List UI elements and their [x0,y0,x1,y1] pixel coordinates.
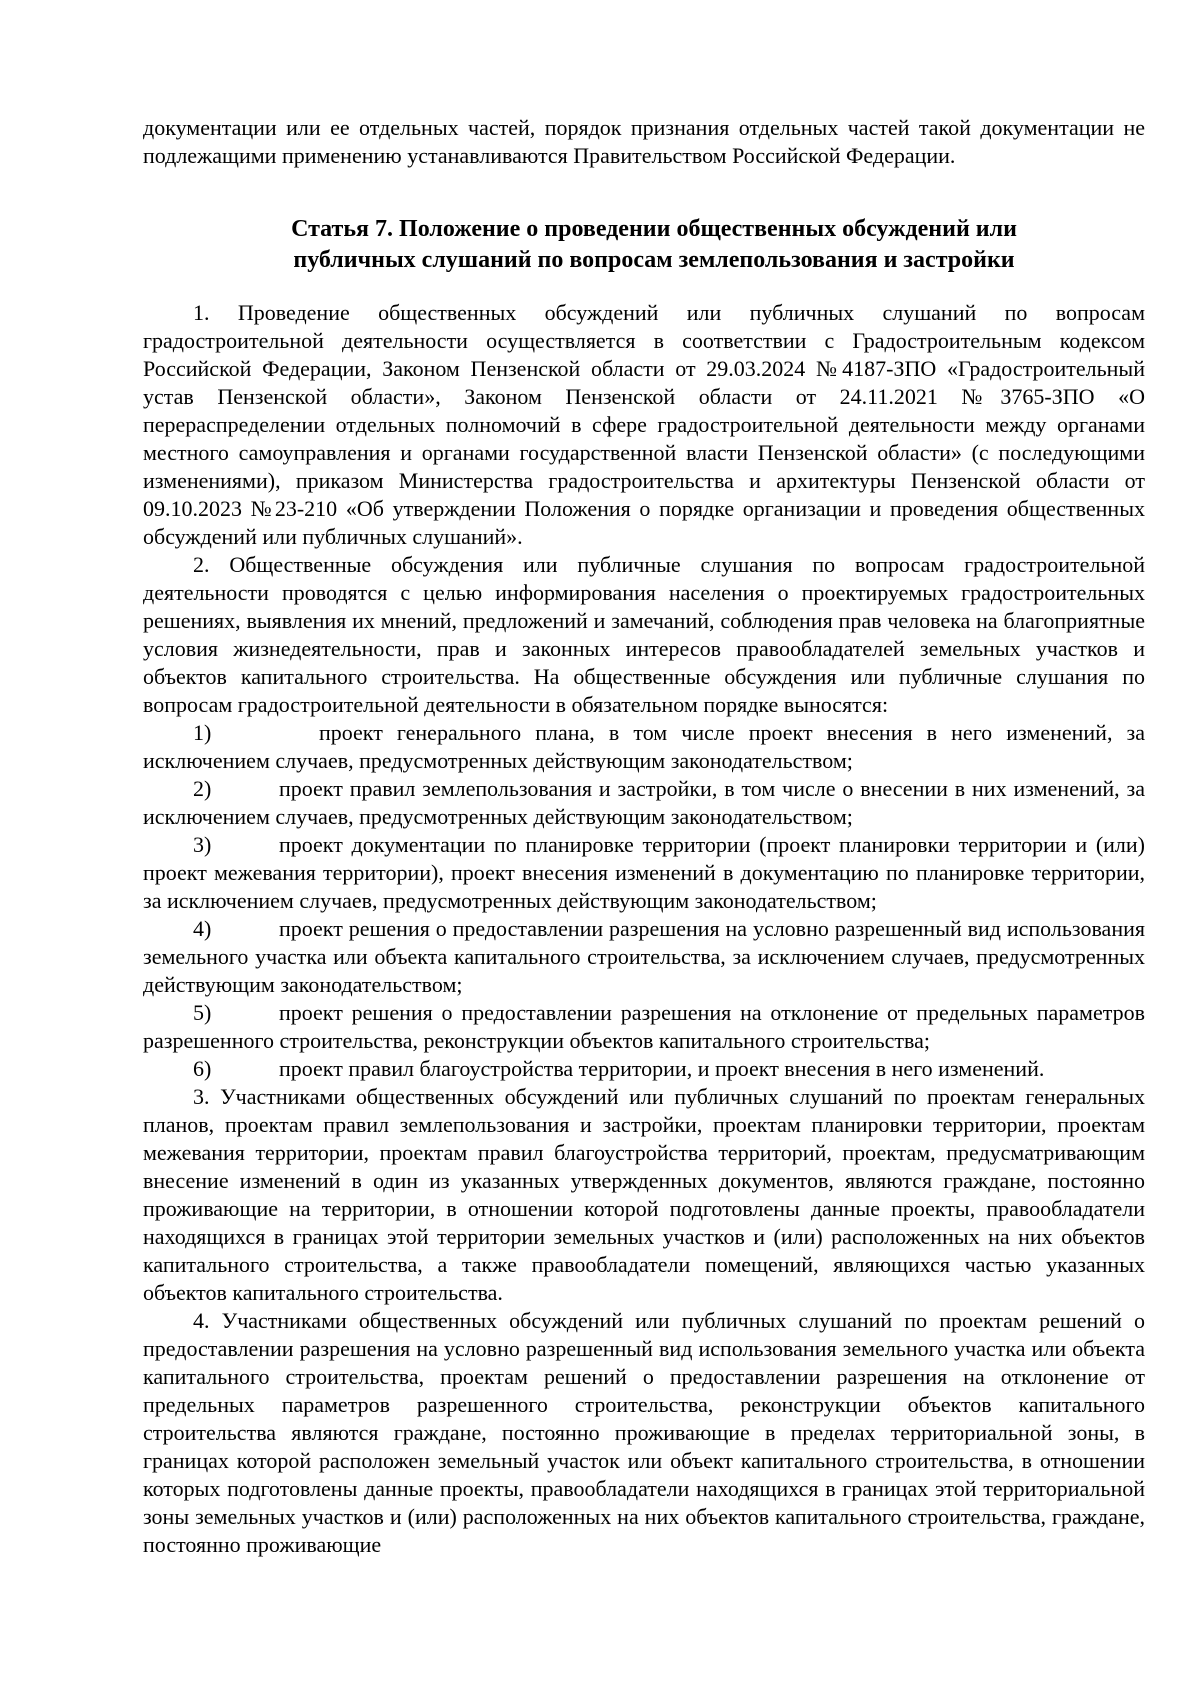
list-item-number: 1) [193,720,212,745]
list-item-3 [143,831,1145,915]
list-item-text: проект генерального плана, в том числе проект внесения в него изменений, за исключением случаев, предусмотренных действующим законодательством; [143,720,1145,773]
list-item-number: 2) [193,776,212,801]
list-item-text: проект правил благоустройства территории, и проект внесения в него изменений. [279,1056,1045,1081]
list-item-text: проект документации по планировке территории (проект планировки территории и (или) проект межевания территории), проект внесения изменений в документацию по планировке территории, за исключением случаев, предусмотренных действующим законодательством; [143,832,1145,913]
list-item-2 [143,775,1145,831]
list-item-text: проект решения о предоставлении разрешения на условно разрешенный вид использования земельного участка или объекта капитального строительства, за исключением случаев, предусмотренных действующим законодательством; [143,916,1145,997]
lead-paragraph: документации или ее отдельных частей, порядок признания отдельных частей такой документации не подлежащими применению устанавливаются Правительством Российской Федерации. [143,115,1145,168]
article-title-line-1: Статья 7. Положение о проведении общественных обсуждений или [291,216,1017,242]
paragraph-4: 4. Участниками общественных обсуждений или публичных слушаний по проектам решений о предоставлении разрешения на условно разрешенный вид использования земельного участка или объекта капитального строительства, проектам решений о предоставлении разрешения на отклонение от предельных параметров разрешенного строительства, реконструкции объектов капитального строительства являются граждане, постоянно проживающие в пределах территориальной зоны, в границах которой расположен земельный участок или объект капитального строительства, в отношении которых подготовлены данные проекты, правообладатели находящихся в границах этой территориальной зоны земельных участков и (или) расположенных на них объектов капитального строительства, граждане, постоянно проживающие [143,1308,1145,1557]
list-item-5 [143,999,1145,1055]
list-item-4 [143,915,1145,999]
list-item-text: проект правил землепользования и застройки, в том числе о внесении в них изменений, за исключением случаев, предусмотренных действующим законодательством; [143,776,1145,829]
list-item-6 [143,1055,1145,1083]
list-item-number: 3) [193,832,212,857]
list-item-text: проект решения о предоставлении разрешения на отклонение от предельных параметров разрешенного строительства, реконструкции объектов капитального строительства; [143,1000,1145,1053]
paragraph-3: 3. Участниками общественных обсуждений или публичных слушаний по проектам генеральных планов, проектам правил землепользования и застройки, проектам планировки территории, проектам межевания территории, проектам правил благоустройства территорий, проектам, предусматривающим внесение изменений в один из указанных утвержденных документов, являются граждане, постоянно проживающие на территории, в отношении которой подготовлены данные проекты, правообладатели находящихся в границах этой территории земельных участков и (или) расположенных на них объектов капитального строительства, а также правообладатели помещений, являющихся частью указанных объектов капитального строительства. [143,1084,1145,1305]
article-title-line-2: публичных слушаний по вопросам землепользования и застройки [293,247,1015,273]
list-item-number: 5) [193,1000,212,1025]
article-title [143,214,1145,276]
paragraph-1: 1. Проведение общественных обсуждений или публичных слушаний по вопросам градостроительной деятельности осуществляется в соответствии с Градостроительным кодексом Российской Федерации, Законом Пензенской области от 29.03.2024 №4187-ЗПО «Градостроительный устав Пензенской области», Законом Пензенской области от 24.11.2021 №3765-ЗПО «О перераспределении отдельных полномочий в сфере градостроительной деятельности между органами местного самоуправления и органами государственной власти Пензенской области» (с последующими изменениями), приказом Министерства градостроительства и архитектуры Пензенской области от 09.10.2023 №23-210 «Об утверждении Положения о порядке организации и проведения общественных обсуждений или публичных слушаний». [143,300,1145,549]
list-item-1 [143,719,1145,775]
list-item-number: 4) [193,916,212,941]
list-item-number: 6) [193,1056,212,1081]
paragraph-2: 2. Общественные обсуждения или публичные слушания по вопросам градостроительной деятельности проводятся с целью информирования населения о проектируемых градостроительных решениях, выявления их мнений, предложений и замечаний, соблюдения прав человека на благоприятные условия жизнедеятельности, прав и законных интересов правообладателей земельных участков и объектов капитального строительства. На общественные обсуждения или публичные слушания по вопросам градостроительной деятельности в обязательном порядке выносятся: [143,552,1145,717]
